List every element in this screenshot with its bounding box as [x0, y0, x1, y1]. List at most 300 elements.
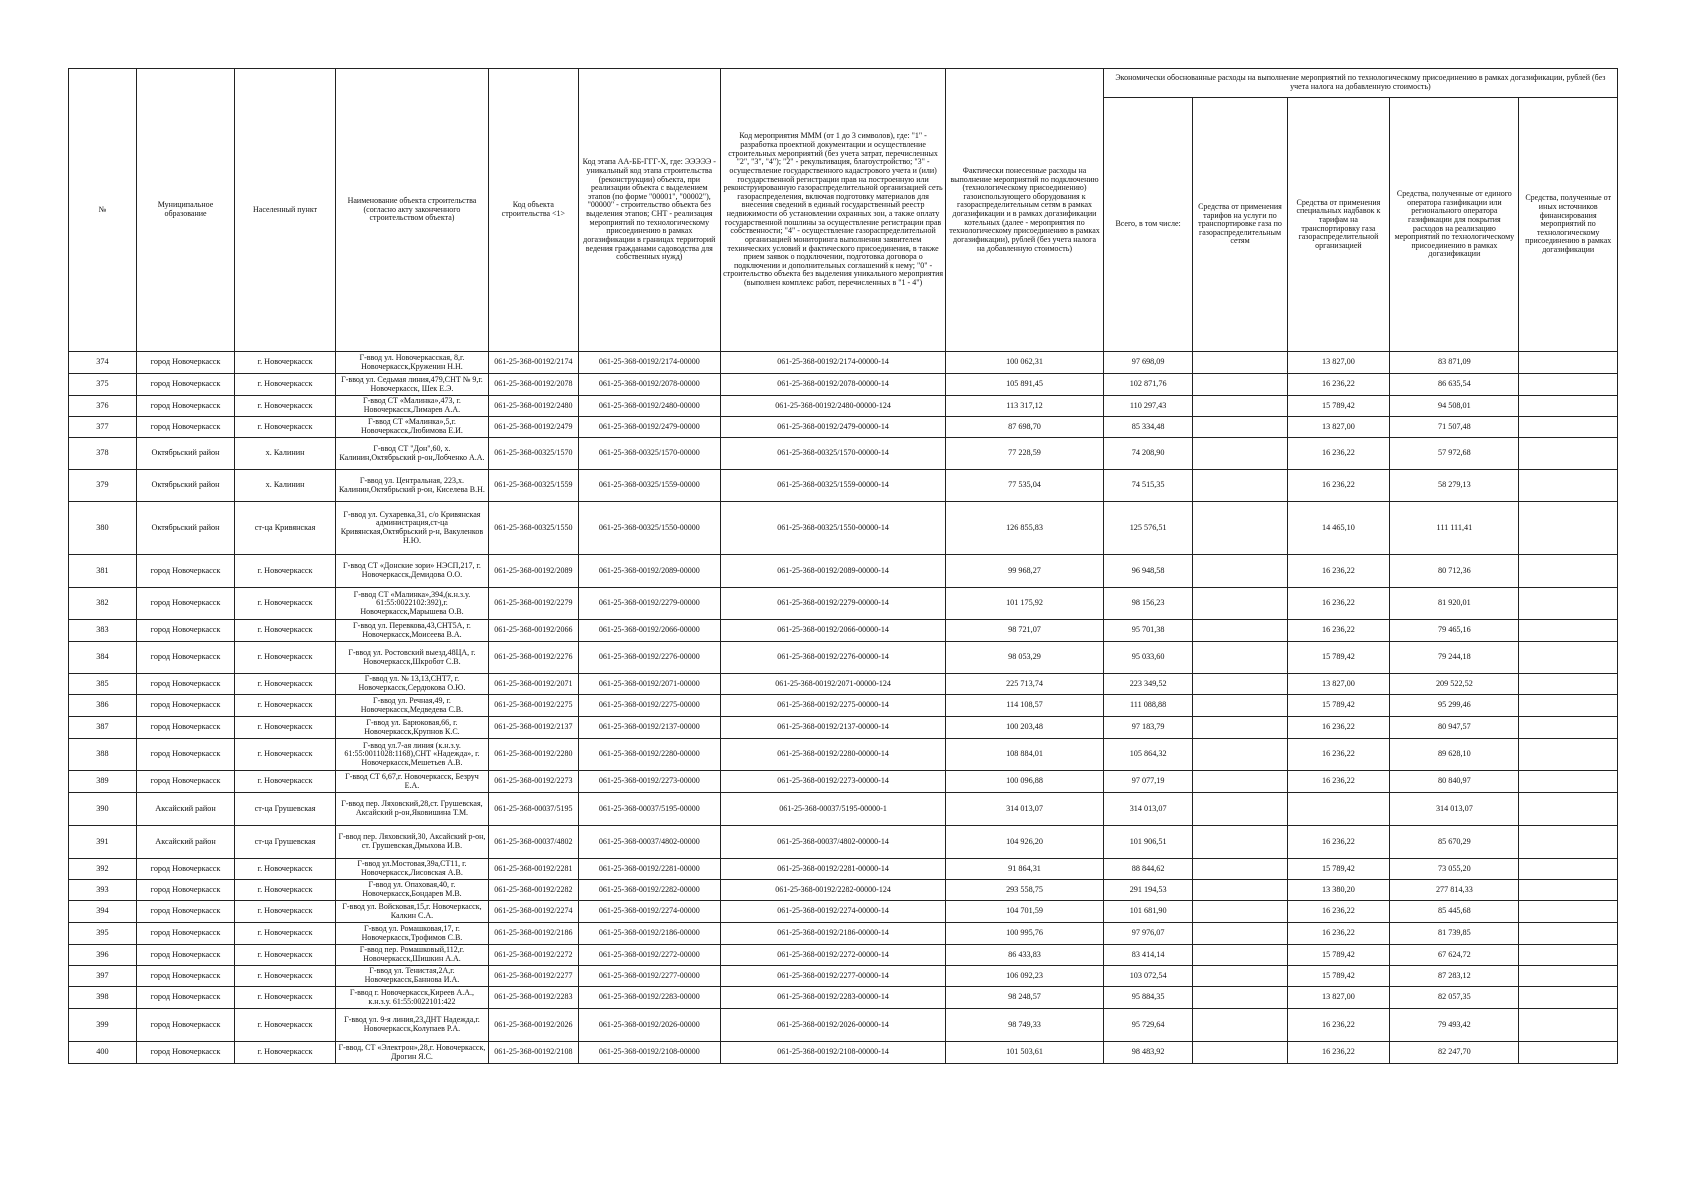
header-event-code: Код мероприятия ММM (от 1 до 3 символов), где: "1" - разработка проектной документации и осуществление строительных мероприятий (без учета затрат, перечисленных "2", "3", "4"); "2" - рекультивация, благоустройство; "3" - осуществление государственного кадастрового учета и (или) государственной регистрации прав на построенную или реконструированную газораспределительной организацией сеть газораспределения, включая подготовку материалов для внесения сведений в единый государственный реестр недвижимости об установлении охранных зон, а также оплату государственной пошлины за осуществление регистрации прав собственности; "4" - осуществление газораспределительной организацией мониторинга выполнения заявителем технических условий и фактического присоединения, в также прием заявок о подключении, подготовка договора о подключении и дополнительных соглашений к нему; "0" - строительство объекта без выделения уникального мероприятия (выполнен комплекс работ, перечисленных в "1 - 4") — [720, 69, 945, 352]
event-code-cell: 061-25-368-00192/2282-00000-124 — [720, 880, 945, 901]
surcharge-cell: 13 827,00 — [1287, 417, 1390, 438]
municipality-cell: город Новочеркасск — [136, 901, 234, 923]
operator-funds-cell: 71 507,48 — [1390, 417, 1519, 438]
actual-costs-cell: 126 855,83 — [946, 502, 1104, 555]
actual-costs-cell: 91 864,31 — [946, 859, 1104, 880]
stage-code-cell: 061-25-368-00192/2277-00000 — [578, 966, 720, 987]
total-cell: 96 948,58 — [1103, 555, 1193, 588]
tariff-cell — [1193, 717, 1287, 739]
other-sources-cell — [1519, 555, 1618, 588]
table-row — [69, 793, 1618, 826]
object-code-cell: 061-25-368-00192/2273 — [489, 771, 579, 793]
municipality-cell: город Новочеркасск — [136, 620, 234, 642]
header-stage-code: Код этапа АА-ББ-ГГГ-X, где: ЭЭЭЭЭ - уникальный код этапа строительства (реконструкции) объекта, при реализации объекта с выделением этапов (по форме "00001", "00002"), "00000" - строительство объекта без выделения этапов; СНТ - реализация мероприятий по технологическому присоединению в рамках догазификации в границах территорий ведения гражданами садоводства для собственных нужд) — [578, 69, 720, 352]
other-sources-cell — [1519, 987, 1618, 1009]
municipality-cell: Октябрьский район — [136, 438, 234, 470]
stage-code-cell: 061-25-368-00192/2272-00000 — [578, 945, 720, 966]
total-cell: 291 194,53 — [1103, 880, 1193, 901]
event-code-cell: 061-25-368-00192/2280-00000-14 — [720, 739, 945, 771]
table-row — [69, 901, 1618, 923]
row-number: 375 — [69, 374, 137, 396]
actual-costs-cell: 100 062,31 — [946, 352, 1104, 374]
stage-code-cell: 061-25-368-00192/2174-00000 — [578, 352, 720, 374]
other-sources-cell — [1519, 695, 1618, 717]
operator-funds-cell: 95 299,46 — [1390, 695, 1519, 717]
surcharge-cell: 16 236,22 — [1287, 1009, 1390, 1042]
row-number: 399 — [69, 1009, 137, 1042]
table-row — [69, 352, 1618, 374]
tariff-cell — [1193, 588, 1287, 620]
total-cell: 125 576,51 — [1103, 502, 1193, 555]
municipality-cell: город Новочеркасск — [136, 352, 234, 374]
municipality-cell: город Новочеркасск — [136, 1042, 234, 1064]
object-name-cell: Г-ввод ул. Центральная, 223,х. Калинин,Октябрьский р-он, Киселева В.Н. — [335, 470, 488, 502]
actual-costs-cell: 87 698,70 — [946, 417, 1104, 438]
object-name-cell: Г-ввод, СТ «Электрон»,28,г. Новочеркасск, Дрогин Я.С. — [335, 1042, 488, 1064]
actual-costs-cell: 100 096,88 — [946, 771, 1104, 793]
stage-code-cell: 061-25-368-00037/4802-00000 — [578, 826, 720, 859]
row-number: 393 — [69, 880, 137, 901]
tariff-cell — [1193, 1009, 1287, 1042]
object-code-cell: 061-25-368-00192/2283 — [489, 987, 579, 1009]
other-sources-cell — [1519, 674, 1618, 695]
total-cell: 101 906,51 — [1103, 826, 1193, 859]
object-name-cell: Г-ввод ул. Новочеркасская, 8,г. Новочеркасск,Круженин Н.Н. — [335, 352, 488, 374]
actual-costs-cell: 106 092,23 — [946, 966, 1104, 987]
total-cell: 103 072,54 — [1103, 966, 1193, 987]
actual-costs-cell: 314 013,07 — [946, 793, 1104, 826]
total-cell: 97 976,07 — [1103, 923, 1193, 945]
locality-cell: г. Новочеркасск — [235, 396, 336, 417]
event-code-cell: 061-25-368-00192/2283-00000-14 — [720, 987, 945, 1009]
object-code-cell: 061-25-368-00037/4802 — [489, 826, 579, 859]
table-row — [69, 1042, 1618, 1064]
table-row — [69, 966, 1618, 987]
stage-code-cell: 061-25-368-00192/2066-00000 — [578, 620, 720, 642]
table-row — [69, 417, 1618, 438]
row-number: 394 — [69, 901, 137, 923]
event-code-cell: 061-25-368-00037/4802-00000-14 — [720, 826, 945, 859]
header-object-code: Код объекта строительства <1> — [489, 69, 579, 352]
operator-funds-cell: 89 628,10 — [1390, 739, 1519, 771]
surcharge-cell: 15 789,42 — [1287, 966, 1390, 987]
header-actual-costs: Фактически понесенные расходы на выполнение мероприятий по подключению (технологическому присоединению) газоиспользующего оборудования к газораспределительным сетям в рамках догазификации и в рамках догазификации котельных (далее - мероприятия по технологическому присоединению в рамках догазификации), рублей (без учета налога на добавленную стоимость) — [946, 69, 1104, 352]
object-code-cell: 061-25-368-00325/1570 — [489, 438, 579, 470]
event-code-cell: 061-25-368-00192/2281-00000-14 — [720, 859, 945, 880]
stage-code-cell: 061-25-368-00192/2274-00000 — [578, 901, 720, 923]
operator-funds-cell: 73 055,20 — [1390, 859, 1519, 880]
operator-funds-cell: 80 840,97 — [1390, 771, 1519, 793]
object-code-cell: 061-25-368-00192/2275 — [489, 695, 579, 717]
table-row — [69, 502, 1618, 555]
object-code-cell: 061-25-368-00192/2479 — [489, 417, 579, 438]
surcharge-cell: 16 236,22 — [1287, 374, 1390, 396]
surcharge-cell: 13 380,20 — [1287, 880, 1390, 901]
row-number: 390 — [69, 793, 137, 826]
object-code-cell: 061-25-368-00192/2026 — [489, 1009, 579, 1042]
operator-funds-cell: 67 624,72 — [1390, 945, 1519, 966]
municipality-cell: город Новочеркасск — [136, 374, 234, 396]
table-row — [69, 826, 1618, 859]
other-sources-cell — [1519, 374, 1618, 396]
table-row — [69, 923, 1618, 945]
operator-funds-cell: 94 508,01 — [1390, 396, 1519, 417]
surcharge-cell: 16 236,22 — [1287, 1042, 1390, 1064]
row-number: 396 — [69, 945, 137, 966]
object-name-cell: Г-ввод ул. Седьмая линия,479,СНТ № 9,г. Новочеркасск, Шек Е.Э. — [335, 374, 488, 396]
tariff-cell — [1193, 1042, 1287, 1064]
table-row — [69, 588, 1618, 620]
row-number: 381 — [69, 555, 137, 588]
actual-costs-cell: 104 701,59 — [946, 901, 1104, 923]
locality-cell: х. Калинин — [235, 470, 336, 502]
event-code-cell: 061-25-368-00192/2089-00000-14 — [720, 555, 945, 588]
object-code-cell: 061-25-368-00192/2078 — [489, 374, 579, 396]
row-number: 389 — [69, 771, 137, 793]
object-name-cell: Г-ввод пер. Ляховский,28,ст. Грушевская, Аксайский р-он,Яковишина Т.М. — [335, 793, 488, 826]
surcharge-cell: 16 236,22 — [1287, 739, 1390, 771]
other-sources-cell — [1519, 880, 1618, 901]
actual-costs-cell: 105 891,45 — [946, 374, 1104, 396]
other-sources-cell — [1519, 470, 1618, 502]
object-name-cell: Г-ввод ул. Войсковая,15,г. Новочеркасск, Калкин С.А. — [335, 901, 488, 923]
tariff-cell — [1193, 880, 1287, 901]
operator-funds-cell: 80 712,36 — [1390, 555, 1519, 588]
municipality-cell: город Новочеркасск — [136, 588, 234, 620]
tariff-cell — [1193, 945, 1287, 966]
object-name-cell: Г-ввод ул. Ростовский выезд,48ЦА, г. Новочеркасск,Шкробот С.В. — [335, 642, 488, 674]
stage-code-cell: 061-25-368-00192/2281-00000 — [578, 859, 720, 880]
header-total: Всего, в том числе: — [1103, 98, 1193, 352]
tariff-cell — [1193, 859, 1287, 880]
tariff-cell — [1193, 555, 1287, 588]
operator-funds-cell: 57 972,68 — [1390, 438, 1519, 470]
stage-code-cell: 061-25-368-00192/2283-00000 — [578, 987, 720, 1009]
operator-funds-cell: 209 522,52 — [1390, 674, 1519, 695]
total-cell: 95 884,35 — [1103, 987, 1193, 1009]
other-sources-cell — [1519, 717, 1618, 739]
header-num: № — [69, 69, 137, 352]
total-cell: 105 864,32 — [1103, 739, 1193, 771]
row-number: 379 — [69, 470, 137, 502]
actual-costs-cell: 99 968,27 — [946, 555, 1104, 588]
surcharge-cell: 16 236,22 — [1287, 901, 1390, 923]
object-name-cell: Г-ввод ул. Ромашковая,17, г. Новочеркасск,Трофимов С.В. — [335, 923, 488, 945]
tariff-cell — [1193, 923, 1287, 945]
operator-funds-cell: 82 247,70 — [1390, 1042, 1519, 1064]
total-cell: 314 013,07 — [1103, 793, 1193, 826]
object-name-cell: Г-ввод пер. Ромашковый,112,г. Новочеркасск,Шишкин А.А. — [335, 945, 488, 966]
stage-code-cell: 061-25-368-00192/2026-00000 — [578, 1009, 720, 1042]
object-name-cell: Г-ввод ул. Сухаревка,31, с/о Кривянская администрация,ст-ца Кривянская,Октябрьский р-н, Вакуленков Н.Ю. — [335, 502, 488, 555]
total-cell: 101 681,90 — [1103, 901, 1193, 923]
operator-funds-cell: 314 013,07 — [1390, 793, 1519, 826]
stage-code-cell: 061-25-368-00192/2186-00000 — [578, 923, 720, 945]
other-sources-cell — [1519, 859, 1618, 880]
event-code-cell: 061-25-368-00192/2137-00000-14 — [720, 717, 945, 739]
stage-code-cell: 061-25-368-00037/5195-00000 — [578, 793, 720, 826]
event-code-cell: 061-25-368-00325/1559-00000-14 — [720, 470, 945, 502]
operator-funds-cell: 58 279,13 — [1390, 470, 1519, 502]
municipality-cell: город Новочеркасск — [136, 695, 234, 717]
other-sources-cell — [1519, 352, 1618, 374]
row-number: 382 — [69, 588, 137, 620]
disclosure-table-sheet — [68, 68, 1618, 1064]
object-name-cell: Г-ввод ул. 9-я линия,23,ДНТ Надежда,г. Новочеркасск,Колупаев Р.А. — [335, 1009, 488, 1042]
operator-funds-cell: 79 465,16 — [1390, 620, 1519, 642]
locality-cell: г. Новочеркасск — [235, 717, 336, 739]
object-name-cell: Г-ввод пер. Ляховский,30, Аксайский р-он, ст. Грушевская,Дмыхова И.В. — [335, 826, 488, 859]
municipality-cell: город Новочеркасск — [136, 987, 234, 1009]
tech-connection-costs-table — [68, 68, 1618, 1064]
object-name-cell: Г-ввод ул. Речная,49, г. Новочеркасск,Медведева С.В. — [335, 695, 488, 717]
municipality-cell: Октябрьский район — [136, 470, 234, 502]
other-sources-cell — [1519, 793, 1618, 826]
other-sources-cell — [1519, 438, 1618, 470]
event-code-cell: 061-25-368-00192/2480-00000-124 — [720, 396, 945, 417]
stage-code-cell: 061-25-368-00325/1559-00000 — [578, 470, 720, 502]
surcharge-cell — [1287, 793, 1390, 826]
total-cell: 111 088,88 — [1103, 695, 1193, 717]
event-code-cell: 061-25-368-00037/5195-00000-1 — [720, 793, 945, 826]
other-sources-cell — [1519, 826, 1618, 859]
row-number: 386 — [69, 695, 137, 717]
table-row — [69, 987, 1618, 1009]
stage-code-cell: 061-25-368-00192/2089-00000 — [578, 555, 720, 588]
operator-funds-cell: 79 244,18 — [1390, 642, 1519, 674]
other-sources-cell — [1519, 966, 1618, 987]
other-sources-cell — [1519, 502, 1618, 555]
tariff-cell — [1193, 642, 1287, 674]
header-econ-group: Экономически обоснованные расходы на выполнение мероприятий по технологическому присоединению в рамках догазификации, рублей (без учета налога на добавленную стоимость) — [1103, 69, 1617, 98]
event-code-cell: 061-25-368-00192/2279-00000-14 — [720, 588, 945, 620]
operator-funds-cell: 82 057,35 — [1390, 987, 1519, 1009]
actual-costs-cell: 101 175,92 — [946, 588, 1104, 620]
table-row — [69, 739, 1618, 771]
object-name-cell: Г-ввод ул. № 13,13,СНТ7, г. Новочеркасск,Сердюкова О.Ю. — [335, 674, 488, 695]
municipality-cell: город Новочеркасск — [136, 396, 234, 417]
locality-cell: г. Новочеркасск — [235, 374, 336, 396]
tariff-cell — [1193, 502, 1287, 555]
object-code-cell: 061-25-368-00037/5195 — [489, 793, 579, 826]
locality-cell: г. Новочеркасск — [235, 771, 336, 793]
other-sources-cell — [1519, 642, 1618, 674]
object-code-cell: 061-25-368-00192/2108 — [489, 1042, 579, 1064]
total-cell: 74 208,90 — [1103, 438, 1193, 470]
operator-funds-cell: 85 670,29 — [1390, 826, 1519, 859]
event-code-cell: 061-25-368-00192/2479-00000-14 — [720, 417, 945, 438]
surcharge-cell: 16 236,22 — [1287, 470, 1390, 502]
other-sources-cell — [1519, 396, 1618, 417]
stage-code-cell: 061-25-368-00192/2275-00000 — [578, 695, 720, 717]
municipality-cell: город Новочеркасск — [136, 859, 234, 880]
object-name-cell: Г-ввод СТ «Малинка»,473, г. Новочеркасск,Лимарев А.А. — [335, 396, 488, 417]
object-name-cell: Г-ввод ул.Мостовая,39а,СТ11, г. Новочеркасск,Лисовская А.В. — [335, 859, 488, 880]
event-code-cell: 061-25-368-00192/2108-00000-14 — [720, 1042, 945, 1064]
locality-cell: г. Новочеркасск — [235, 966, 336, 987]
actual-costs-cell: 293 558,75 — [946, 880, 1104, 901]
municipality-cell: город Новочеркасск — [136, 717, 234, 739]
tariff-cell — [1193, 620, 1287, 642]
event-code-cell: 061-25-368-00192/2275-00000-14 — [720, 695, 945, 717]
municipality-cell: город Новочеркасск — [136, 771, 234, 793]
table-row — [69, 470, 1618, 502]
actual-costs-cell: 77 535,04 — [946, 470, 1104, 502]
object-code-cell: 061-25-368-00192/2137 — [489, 717, 579, 739]
other-sources-cell — [1519, 901, 1618, 923]
other-sources-cell — [1519, 1042, 1618, 1064]
locality-cell: г. Новочеркасск — [235, 880, 336, 901]
event-code-cell: 061-25-368-00192/2277-00000-14 — [720, 966, 945, 987]
object-code-cell: 061-25-368-00325/1559 — [489, 470, 579, 502]
actual-costs-cell: 98 248,57 — [946, 987, 1104, 1009]
other-sources-cell — [1519, 620, 1618, 642]
event-code-cell: 061-25-368-00192/2272-00000-14 — [720, 945, 945, 966]
surcharge-cell: 16 236,22 — [1287, 588, 1390, 620]
locality-cell: г. Новочеркасск — [235, 945, 336, 966]
object-name-cell: Г-ввод ул. Перевкова,43,СНТ5А, г. Новочеркасск,Моисеева В.А. — [335, 620, 488, 642]
actual-costs-cell: 101 503,61 — [946, 1042, 1104, 1064]
other-sources-cell — [1519, 1009, 1618, 1042]
object-name-cell: Г-ввод ул. Опаховая,40, г. Новочеркасск,Бондарев М.В. — [335, 880, 488, 901]
row-number: 384 — [69, 642, 137, 674]
actual-costs-cell: 86 433,83 — [946, 945, 1104, 966]
locality-cell: ст-ца Грушевская — [235, 826, 336, 859]
object-name-cell: Г-ввод СТ 6,67,г. Новочеркасск, Безруч Е.А. — [335, 771, 488, 793]
object-code-cell: 061-25-368-00192/2066 — [489, 620, 579, 642]
locality-cell: г. Новочеркасск — [235, 987, 336, 1009]
object-code-cell: 061-25-368-00192/2089 — [489, 555, 579, 588]
table-row — [69, 1009, 1618, 1042]
surcharge-cell: 14 465,10 — [1287, 502, 1390, 555]
object-code-cell: 061-25-368-00192/2274 — [489, 901, 579, 923]
locality-cell: г. Новочеркасск — [235, 674, 336, 695]
total-cell: 95 729,64 — [1103, 1009, 1193, 1042]
municipality-cell: город Новочеркасск — [136, 739, 234, 771]
locality-cell: г. Новочеркасск — [235, 588, 336, 620]
row-number: 398 — [69, 987, 137, 1009]
table-row — [69, 880, 1618, 901]
tariff-cell — [1193, 417, 1287, 438]
locality-cell: х. Калинин — [235, 438, 336, 470]
municipality-cell: город Новочеркасск — [136, 880, 234, 901]
operator-funds-cell: 83 871,09 — [1390, 352, 1519, 374]
municipality-cell: Октябрьский район — [136, 502, 234, 555]
operator-funds-cell: 86 635,54 — [1390, 374, 1519, 396]
other-sources-cell — [1519, 923, 1618, 945]
surcharge-cell: 16 236,22 — [1287, 826, 1390, 859]
locality-cell: г. Новочеркасск — [235, 642, 336, 674]
municipality-cell: город Новочеркасск — [136, 923, 234, 945]
table-row — [69, 438, 1618, 470]
tariff-cell — [1193, 739, 1287, 771]
actual-costs-cell: 100 995,76 — [946, 923, 1104, 945]
total-cell: 83 414,14 — [1103, 945, 1193, 966]
row-number: 387 — [69, 717, 137, 739]
object-name-cell: Г-ввод г. Новочеркасск,Киреев А.А., к.н.з.у. 61:55:0022101:422 — [335, 987, 488, 1009]
stage-code-cell: 061-25-368-00192/2276-00000 — [578, 642, 720, 674]
event-code-cell: 061-25-368-00192/2174-00000-14 — [720, 352, 945, 374]
row-number: 374 — [69, 352, 137, 374]
row-number: 395 — [69, 923, 137, 945]
actual-costs-cell: 98 749,33 — [946, 1009, 1104, 1042]
operator-funds-cell: 87 283,12 — [1390, 966, 1519, 987]
header-tariff-transport: Средства от применения тарифов на услуги по транспортировке газа по газораспределительным сетям — [1193, 98, 1287, 352]
actual-costs-cell: 113 317,12 — [946, 396, 1104, 417]
object-code-cell: 061-25-368-00192/2186 — [489, 923, 579, 945]
total-cell: 110 297,43 — [1103, 396, 1193, 417]
other-sources-cell — [1519, 588, 1618, 620]
operator-funds-cell: 80 947,57 — [1390, 717, 1519, 739]
other-sources-cell — [1519, 771, 1618, 793]
event-code-cell: 061-25-368-00192/2274-00000-14 — [720, 901, 945, 923]
other-sources-cell — [1519, 739, 1618, 771]
tariff-cell — [1193, 771, 1287, 793]
object-code-cell: 061-25-368-00192/2174 — [489, 352, 579, 374]
actual-costs-cell: 77 228,59 — [946, 438, 1104, 470]
tariff-cell — [1193, 966, 1287, 987]
row-number: 380 — [69, 502, 137, 555]
tariff-cell — [1193, 901, 1287, 923]
table-row — [69, 620, 1618, 642]
surcharge-cell: 16 236,22 — [1287, 438, 1390, 470]
total-cell: 88 844,62 — [1103, 859, 1193, 880]
locality-cell: г. Новочеркасск — [235, 901, 336, 923]
event-code-cell: 061-25-368-00325/1570-00000-14 — [720, 438, 945, 470]
row-number: 385 — [69, 674, 137, 695]
surcharge-cell: 16 236,22 — [1287, 620, 1390, 642]
row-number: 383 — [69, 620, 137, 642]
actual-costs-cell: 104 926,20 — [946, 826, 1104, 859]
surcharge-cell: 13 827,00 — [1287, 674, 1390, 695]
stage-code-cell: 061-25-368-00192/2273-00000 — [578, 771, 720, 793]
object-code-cell: 061-25-368-00192/2281 — [489, 859, 579, 880]
tariff-cell — [1193, 352, 1287, 374]
stage-code-cell: 061-25-368-00192/2479-00000 — [578, 417, 720, 438]
object-code-cell: 061-25-368-00192/2480 — [489, 396, 579, 417]
stage-code-cell: 061-25-368-00325/1550-00000 — [578, 502, 720, 555]
surcharge-cell: 15 789,42 — [1287, 859, 1390, 880]
municipality-cell: город Новочеркасск — [136, 674, 234, 695]
locality-cell: г. Новочеркасск — [235, 352, 336, 374]
operator-funds-cell: 111 111,41 — [1390, 502, 1519, 555]
municipality-cell: Аксайский район — [136, 793, 234, 826]
surcharge-cell: 16 236,22 — [1287, 923, 1390, 945]
header-municipality: Муниципальное образование — [136, 69, 234, 352]
object-code-cell: 061-25-368-00192/2279 — [489, 588, 579, 620]
table-row — [69, 555, 1618, 588]
operator-funds-cell: 79 493,42 — [1390, 1009, 1519, 1042]
tariff-cell — [1193, 793, 1287, 826]
municipality-cell: город Новочеркасск — [136, 555, 234, 588]
total-cell: 98 156,23 — [1103, 588, 1193, 620]
surcharge-cell: 13 827,00 — [1287, 987, 1390, 1009]
locality-cell: г. Новочеркасск — [235, 739, 336, 771]
surcharge-cell: 13 827,00 — [1287, 352, 1390, 374]
table-row — [69, 396, 1618, 417]
event-code-cell: 061-25-368-00192/2066-00000-14 — [720, 620, 945, 642]
event-code-cell: 061-25-368-00192/2071-00000-124 — [720, 674, 945, 695]
header-operator-funds: Средства, полученные от единого оператора газификации или регионального оператора газификации для покрытия расходов на реализацию мероприятий по технологическому присоединению в рамках догазификации — [1390, 98, 1519, 352]
object-code-cell: 061-25-368-00192/2282 — [489, 880, 579, 901]
row-number: 377 — [69, 417, 137, 438]
locality-cell: г. Новочеркасск — [235, 620, 336, 642]
row-number: 397 — [69, 966, 137, 987]
surcharge-cell: 16 236,22 — [1287, 555, 1390, 588]
locality-cell: г. Новочеркасск — [235, 555, 336, 588]
object-code-cell: 061-25-368-00192/2071 — [489, 674, 579, 695]
object-name-cell: Г-ввод СТ «Донские зори» НЭСП,217, г. Новочеркасск,Демидова О.О. — [335, 555, 488, 588]
